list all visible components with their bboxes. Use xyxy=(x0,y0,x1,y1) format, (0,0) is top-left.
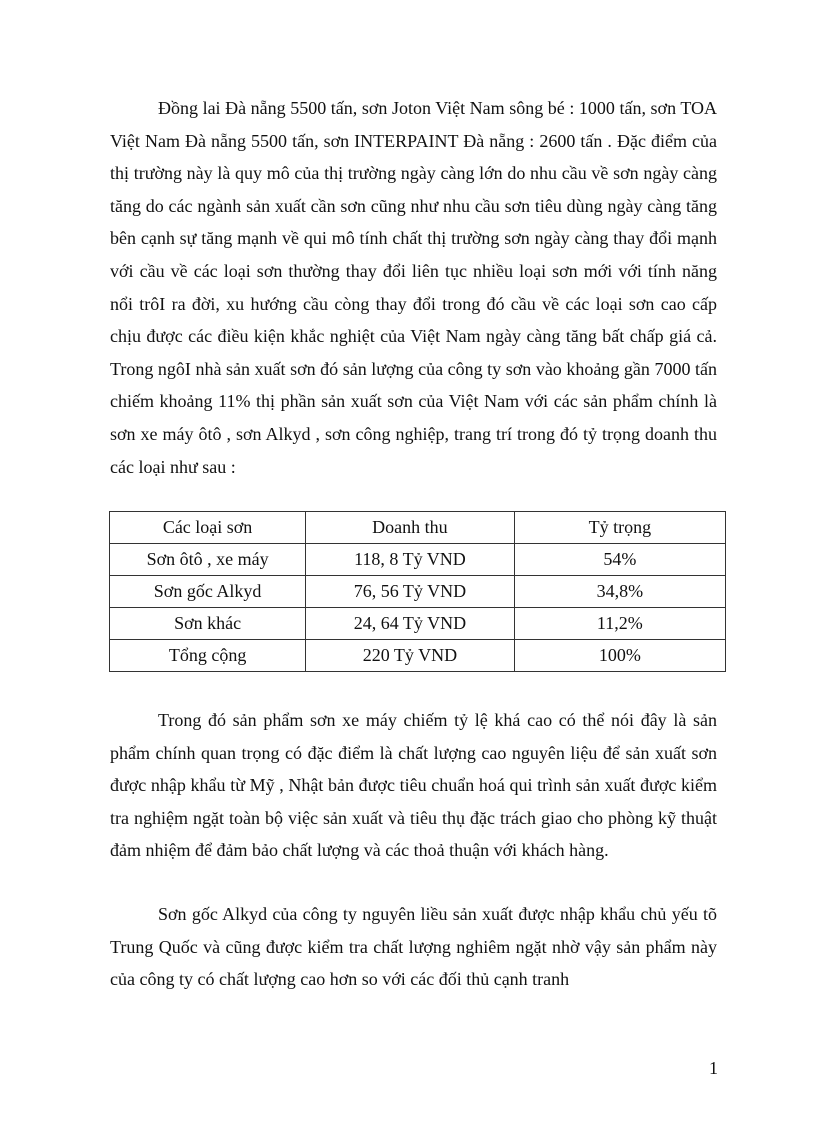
table-header-row xyxy=(110,512,726,544)
paragraph-alkyd-paint xyxy=(110,898,717,996)
table-header: Tỷ trọng xyxy=(514,512,725,544)
table-cell: 24, 64 Tỷ VND xyxy=(306,608,515,640)
table-row xyxy=(110,544,726,576)
table-row xyxy=(110,576,726,608)
table-cell: Sơn gốc Alkyd xyxy=(110,576,306,608)
table-row-total xyxy=(110,640,726,672)
table-cell: Sơn ôtô , xe máy xyxy=(110,544,306,576)
table-cell: 54% xyxy=(514,544,725,576)
table-cell: 11,2% xyxy=(514,608,725,640)
table-row xyxy=(110,608,726,640)
table-cell: 76, 56 Tỷ VND xyxy=(306,576,515,608)
table-cell: Tổng cộng xyxy=(110,640,306,672)
table-cell: Sơn khác xyxy=(110,608,306,640)
revenue-table xyxy=(109,511,726,672)
table-header: Doanh thu xyxy=(306,512,515,544)
paragraph-text: Trong đó sản phẩm sơn xe máy chiếm tỷ lệ khá cao có thể nói đây là sản phẩm chính quan trọng có đặc điểm là chất lượng cao nguyên liệu để sản xuất sơn được nhập khẩu từ Mỹ , Nhật bản được tiêu chuẩn hoá qui trình sản xuất được kiểm tra nghiệm ngặt toàn bộ việc sản xuất và tiêu thụ đặc trách giao cho phòng kỹ thuật đảm nhiệm để đảm bảo chất lượng và các thoả thuận với khách hàng. xyxy=(110,710,717,861)
page-number: 1 xyxy=(709,1058,718,1078)
paragraph-text: Đồng lai Đà nẵng 5500 tấn, sơn Joton Việt Nam sông bé : 1000 tấn, sơn TOA Việt Nam Đà nẵng 5500 tấn, sơn INTERPAINT Đà nẵng : 2600 tấn . Đặc điểm của thị trường này là quy mô của thị trường ngày càng lớn do nhu cầu về sơn ngày càng tăng do các ngành sản xuất cần sơn cũng như nhu cầu sơn tiêu dùng ngày càng tăng bên cạnh sự tăng mạnh về qui mô tính chất thị trường sơn ngày càng thay đổi mạnh với cầu về các loại sơn thường thay đổi liên tục nhiều loại sơn mới với tính năng nổi trôI ra đời, xu hướng cầu còng thay đổi trong đó cầu về các loại sơn cao cấp chịu được các điều kiện khắc nghiệt của Việt Nam ngày càng tăng bất chấp giá cả. Trong ngôI nhà sản xuất sơn đó sản lượng của công ty sơn vào khoảng gần 7000 tấn chiếm khoảng 11% thị phần sản xuất sơn của Việt Nam với các sản phẩm chính là sơn xe máy ôtô , sơn Alkyd , sơn công nghiệp, trang trí trong đó tỷ trọng doanh thu các loại như sau : xyxy=(110,98,717,477)
table-cell: 100% xyxy=(514,640,725,672)
table-cell: 118, 8 Tỷ VND xyxy=(306,544,515,576)
table-header: Các loại sơn xyxy=(110,512,306,544)
paragraph-market-overview xyxy=(110,92,717,483)
paragraph-motorbike-paint xyxy=(110,704,717,867)
paragraph-text: Sơn gốc Alkyd của công ty nguyên liều sản xuất được nhập khẩu chủ yếu tõ Trung Quốc và cũng được kiểm tra chất lượng nghiêm ngặt nhờ vậy sản phẩm này của công ty có chất lượng cao hơn so với các đối thủ cạnh tranh xyxy=(110,904,717,990)
table-cell: 220 Tỷ VND xyxy=(306,640,515,672)
table-cell: 34,8% xyxy=(514,576,725,608)
